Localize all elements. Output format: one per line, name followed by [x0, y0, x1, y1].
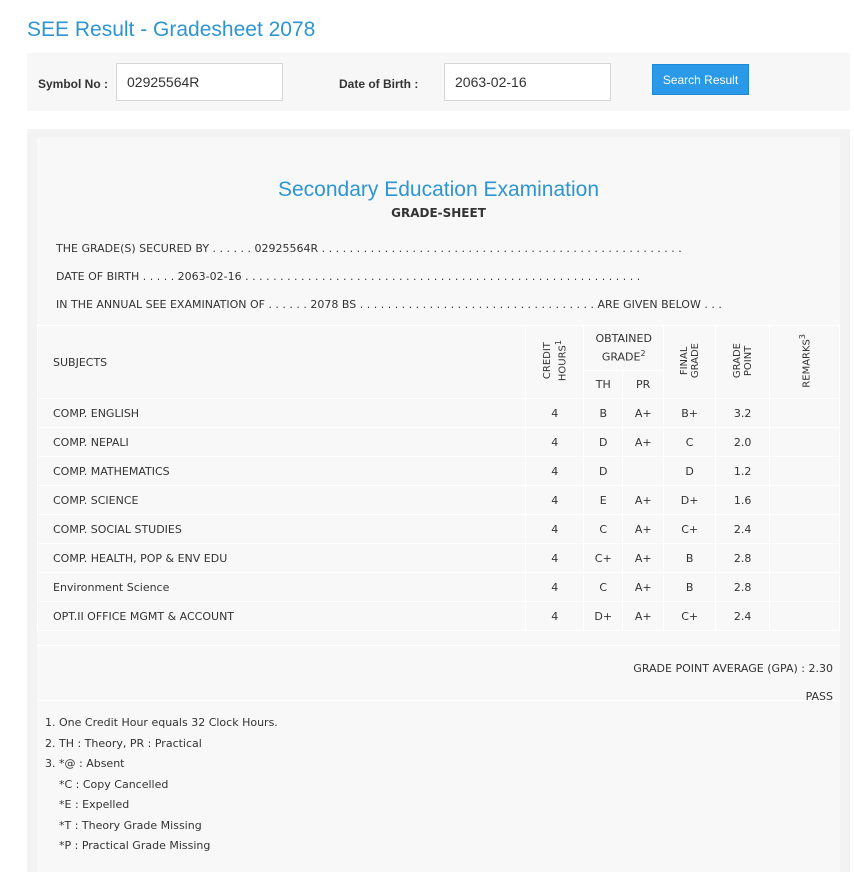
th-grade-cell: C+: [584, 544, 623, 573]
credit-cell: 4: [526, 573, 584, 602]
table-row: [38, 602, 840, 631]
footnote-item: *E : Expelled: [59, 798, 130, 811]
final-grade-cell: B+: [664, 399, 716, 428]
remarks-cell: [770, 457, 840, 486]
final-grade-cell: B: [664, 573, 716, 602]
grade-table: [37, 325, 840, 631]
final-grade-cell: C+: [664, 515, 716, 544]
table-row: [38, 399, 840, 428]
credit-cell: 4: [526, 457, 584, 486]
credit-cell: 4: [526, 544, 584, 573]
pr-grade-cell: A+: [623, 602, 664, 631]
symbol-label: Symbol No :: [38, 77, 109, 91]
final-grade-cell: D+: [664, 486, 716, 515]
grade-point-cell: 2.0: [716, 428, 770, 457]
pr-grade-cell: A+: [623, 573, 664, 602]
grade-point-cell: 2.4: [716, 515, 770, 544]
secured-by-line: THE GRADE(S) SECURED BY . . . . . . 02925564R . . . . . . . . . . . . . . . . . . . . . . . . . . . . . . . . . . . . . . . . . . . . . . . . . . . .: [56, 242, 682, 255]
pr-grade-cell: A+: [623, 544, 664, 573]
grade-point-cell: 1.6: [716, 486, 770, 515]
symbol-input[interactable]: [116, 63, 283, 101]
remarks-cell: [770, 573, 840, 602]
pr-grade-cell: [623, 457, 664, 486]
credit-cell: 4: [526, 602, 584, 631]
gradesheet-subtitle: GRADE-SHEET: [391, 206, 486, 220]
th-grade-cell: C: [584, 515, 623, 544]
credit-cell: 4: [526, 515, 584, 544]
final-grade-header: FINAL GRADE: [664, 326, 716, 399]
th-grade-cell: D: [584, 457, 623, 486]
table-row: [38, 544, 840, 573]
remarks-cell: [770, 515, 840, 544]
search-bar: [27, 53, 850, 111]
dob-input[interactable]: [444, 63, 611, 101]
grade-point-cell: 2.4: [716, 602, 770, 631]
final-grade-cell: C: [664, 428, 716, 457]
table-row: [38, 486, 840, 515]
result-status: PASS: [805, 690, 833, 703]
remarks-cell: [770, 602, 840, 631]
th-grade-cell: E: [584, 486, 623, 515]
footnote-item: 3. *@ : Absent: [45, 757, 125, 770]
pr-grade-cell: A+: [623, 399, 664, 428]
th-grade-cell: C: [584, 573, 623, 602]
subject-cell: OPT.II OFFICE MGMT & ACCOUNT: [38, 602, 526, 631]
subject-cell: COMP. ENGLISH: [38, 399, 526, 428]
th-grade-cell: B: [584, 399, 623, 428]
final-grade-cell: D: [664, 457, 716, 486]
pr-grade-cell: A+: [623, 486, 664, 515]
credit-cell: 4: [526, 486, 584, 515]
remarks-cell: [770, 486, 840, 515]
credit-cell: 4: [526, 399, 584, 428]
credit-hours-header: CREDIT HOURS$^1$: [526, 326, 584, 399]
th-grade-cell: D+: [584, 602, 623, 631]
dob-line: DATE OF BIRTH . . . . . 2063-02-16 . . . . . . . . . . . . . . . . . . . . . . . . . . . . . . . . . . . . . . . . . . . . . . . . . . . . . . . . .: [56, 270, 641, 283]
exam-line: IN THE ANNUAL SEE EXAMINATION OF . . . . . . 2078 BS . . . . . . . . . . . . . . . . . . . . . . . . . . . . . . . . . . ARE GIVEN BELOW . . .: [56, 298, 722, 311]
th-header: TH: [584, 371, 623, 399]
th-grade-cell: D: [584, 428, 623, 457]
table-row: [38, 428, 840, 457]
remarks-cell: [770, 428, 840, 457]
grade-point-cell: 2.8: [716, 544, 770, 573]
exam-title: Secondary Education Examination: [277, 178, 600, 201]
search-result-button[interactable]: Search Result: [652, 64, 749, 95]
gradesheet-container: [27, 129, 850, 872]
page-title: SEE Result - Gradesheet 2078: [27, 18, 316, 41]
footnotes: [45, 713, 278, 857]
grade-point-cell: 1.2: [716, 457, 770, 486]
footnote-item: *C : Copy Cancelled: [59, 777, 169, 791]
dob-label: Date of Birth :: [339, 77, 419, 91]
final-grade-cell: B: [664, 544, 716, 573]
grade-point-cell: 3.2: [716, 399, 770, 428]
gradesheet: [37, 137, 840, 872]
gpa-section: [37, 645, 840, 701]
subject-cell: COMP. SOCIAL STUDIES: [38, 515, 526, 544]
subject-cell: COMP. HEALTH, POP & ENV EDU: [38, 544, 526, 573]
pr-header: PR: [623, 371, 664, 399]
subjects-header: SUBJECTS: [38, 326, 526, 399]
table-row: [38, 457, 840, 486]
grade-point-header: GRADE POINT: [716, 326, 770, 399]
footnote-item: *P : Practical Grade Missing: [59, 839, 211, 852]
pr-grade-cell: A+: [623, 428, 664, 457]
table-row: [38, 515, 840, 544]
subject-cell: COMP. NEPALI: [38, 428, 526, 457]
subject-cell: COMP. MATHEMATICS: [38, 457, 526, 486]
grade-point-cell: 2.8: [716, 573, 770, 602]
remarks-header: REMARKS$^3$: [770, 326, 840, 399]
remarks-cell: [770, 399, 840, 428]
remarks-cell: [770, 544, 840, 573]
gpa-text: GRADE POINT AVERAGE (GPA) : 2.30: [633, 662, 833, 675]
footnote-item: *T : Theory Grade Missing: [59, 818, 202, 832]
footnote-item: 2. TH : Theory, PR : Practical: [45, 736, 202, 750]
subject-cell: Environment Science: [38, 573, 526, 602]
credit-cell: 4: [526, 428, 584, 457]
pr-grade-cell: A+: [623, 515, 664, 544]
table-row: [38, 573, 840, 602]
footnote-item: 1. One Credit Hour equals 32 Clock Hours.: [45, 716, 278, 729]
final-grade-cell: C+: [664, 602, 716, 631]
obtained-grade-header: OBTAINED GRADE$^2$: [584, 326, 664, 371]
subject-cell: COMP. SCIENCE: [38, 486, 526, 515]
